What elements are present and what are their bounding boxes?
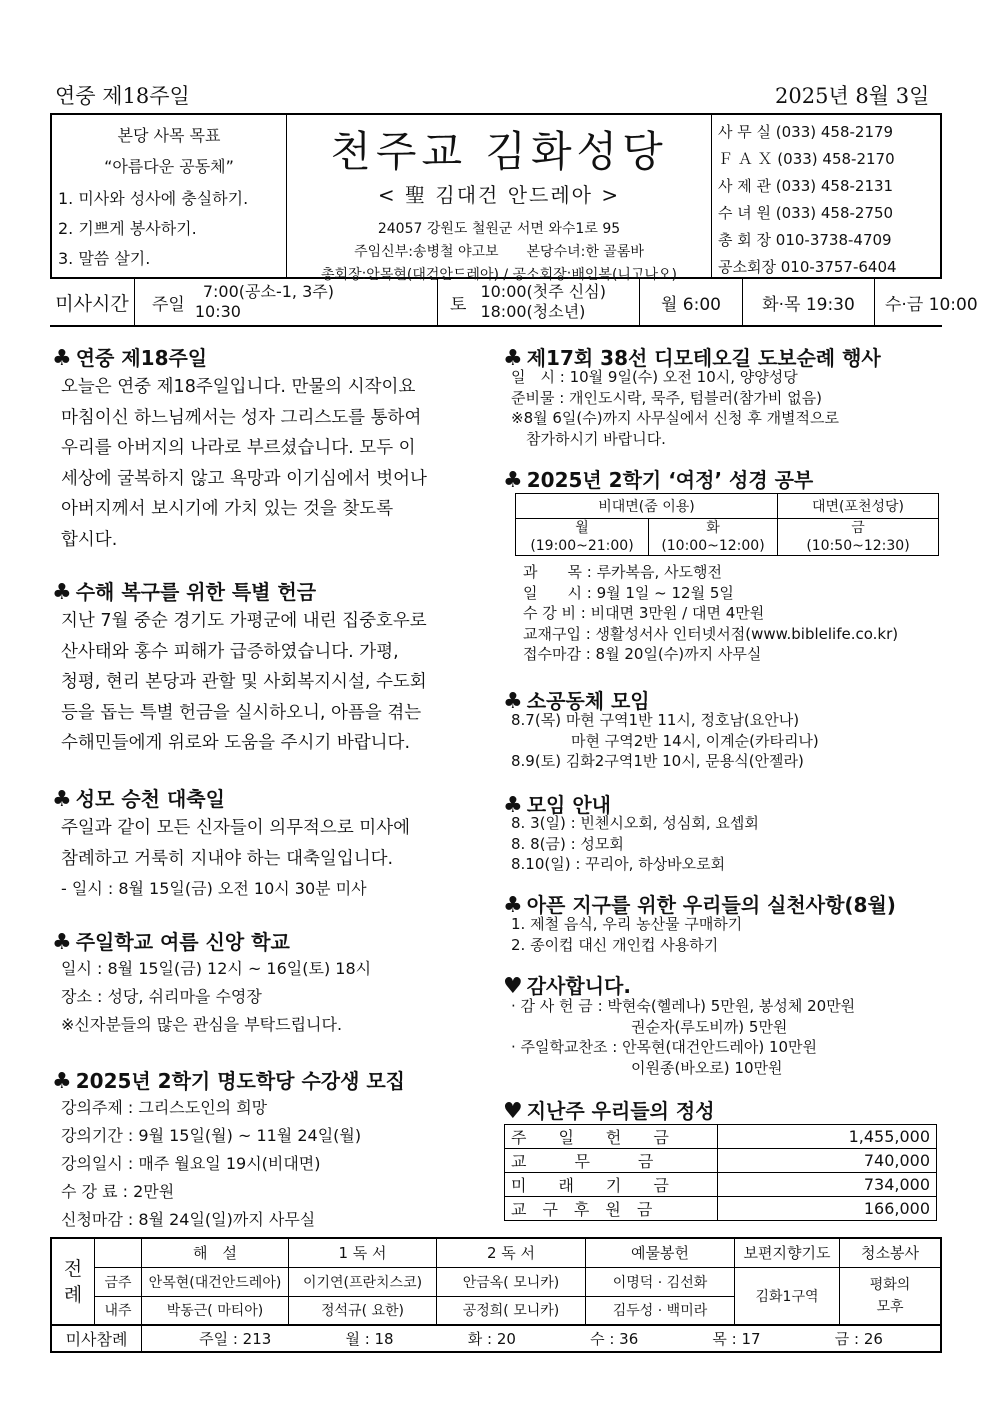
church-name: 천주교 김화성당 [330, 127, 668, 176]
tuesday-cell: 화 (10:00~12:00) [649, 519, 778, 556]
roster-this-week: 금주 안목현(대건안드레아) 이기연(프란치스코) 안금옥( 모니카) 이명덕 · 김선화 김화1구역 평화의 모후 [51, 1267, 941, 1296]
section-body: 주일과 같이 모든 신자들이 의무적으로 미사에 참례하고 거룩히 지내야 하는 대축일입니다. - 일시 : 8월 15일(금) 오전 10시 30분 미사 [61, 818, 411, 898]
contact-convent: 수 녀 원 (033) 458-2750 [718, 204, 894, 222]
section-title: ♣ 아픈 지구를 위한 우리들의 실천사항(8월) [503, 893, 896, 918]
mass-tue-thu: 화·목 19:30 [742, 279, 874, 325]
offering-row: 주 일 헌 금 1,455,000 [505, 1125, 937, 1149]
roster-corner [95, 1238, 142, 1267]
bible-study-table [515, 493, 939, 556]
section-title: ♣ 연중 제18주일 [52, 346, 208, 371]
club-icon: ♣ [52, 787, 72, 812]
header-prayer: 보편지향기도 [735, 1238, 840, 1267]
heart-icon: ♥ [503, 1099, 523, 1124]
attendance-fri: 금 : 26 [834, 1330, 883, 1348]
offering-row: 교 무 금 740,000 [505, 1149, 937, 1173]
section-title: ♣ 소공동체 모임 [503, 689, 650, 714]
goal-item: 1. 미사와 성사에 충실하기. [58, 189, 249, 208]
section-body: 8. 3(일) : 빈첸시오회, 성심회, 요셉회 8. 8(금) : 성모회 8.10(일) : 꾸리아, 하상바오로회 [511, 814, 759, 873]
mass-schedule [50, 279, 978, 327]
mass-saturday [437, 279, 639, 325]
section-title: ♥ 감사합니다. [503, 974, 631, 999]
friday-cell: 금 (10:50~12:30) [778, 519, 939, 556]
saturday-time-1: 10:00(첫주 신심) [480, 282, 606, 301]
bulletin-header [50, 113, 942, 283]
contact-president: 총 회 장 010-3738-4709 [718, 231, 892, 249]
contact-office: 사 무 실 (033) 458-2179 [718, 123, 894, 141]
section-body: 지난 7월 중순 경기도 가평군에 내린 집중호우로 산사태와 홍수 피해가 급증하였습니다. 가평, 청평, 현리 본당과 관할 및 사회복지시설, 수도회 등을 돕는 특별 헌금을 실시하오니, 아픔을 겪는 수해민들에게 위로와 도움을 주시기 바랍니다. [61, 611, 427, 753]
contact-list [712, 115, 940, 277]
attendance-row [51, 1325, 941, 1352]
club-icon: ♣ [52, 930, 72, 955]
section-title: ♣ 제17회 38선 디모테오길 도보순례 행사 [503, 346, 881, 371]
section-body: 과 목 : 루카복음, 사도행전 일 시 : 9월 1일 ~ 12월 5일 수 강 비 : 비대면 3만원 / 대면 4만원 교재구입 : 생활성서사 인터넷서점(www.biblelife.co.kr) 접수마감 : 8월 20일(수)까지 사무실 [523, 563, 899, 663]
club-icon: ♣ [503, 346, 523, 371]
club-icon: ♣ [52, 580, 72, 605]
church-patron: < 聖 김대건 안드레아 > [377, 183, 621, 207]
section-title: ♣ 2025년 2학기 명도학당 수강생 모집 [52, 1069, 406, 1094]
section-body: · 감 사 헌 금 : 박현숙(헬레나) 5만원, 봉성체 20만원 권순자(루도비까) 5만원 · 주일학교찬조 : 안목현(대건안드레아) 10만원 이원종(바오로) 10만원 [511, 997, 856, 1077]
saturday-time-2: 18:00(청소년) [480, 302, 586, 321]
section-title: ♣ 주일학교 여름 신앙 학교 [52, 930, 290, 955]
sunday-label: 주일 [152, 294, 185, 315]
club-icon: ♣ [503, 468, 523, 493]
offering-table [504, 1124, 937, 1221]
club-icon: ♣ [52, 1069, 72, 1094]
section-title: ♣ 모임 안내 [503, 793, 611, 818]
header-cleaning: 청소봉사 [840, 1238, 942, 1267]
mass-sunday [136, 279, 437, 325]
mass-wed-fri: 수·금 10:00 [874, 279, 942, 325]
section-body: 1. 제철 음식, 우리 농산물 구매하기 2. 종이컵 대신 개인컵 사용하기 [511, 915, 743, 954]
sunday-time-1: 7:00(공소-1, 3주) [202, 282, 334, 301]
club-icon: ♣ [503, 793, 523, 818]
roster-next-week: 내주 박동근( 마티아) 정석규( 요한) 공정희( 모니카) 김두성 · 백미라 [51, 1296, 941, 1325]
contact-mission-president: 공소회장 010-3757-6404 [718, 258, 897, 276]
section-body: 일시 : 8월 15일(금) 12시 ~ 16일(토) 18시 장소 : 성당, 쉬리마을 수영장 ※신자분들의 많은 관심을 부탁드립니다. [61, 959, 372, 1034]
header-reading1: 1 독 서 [289, 1238, 437, 1267]
section-title: ♥ 지난주 우리들의 정성 [503, 1099, 715, 1124]
attendance-label: 미사참례 [51, 1325, 142, 1352]
header-reading2: 2 독 서 [437, 1238, 586, 1267]
attendance-wed: 수 : 36 [590, 1330, 639, 1348]
online-header: 비대면(줌 이용) [516, 494, 778, 519]
header-commentary: 해 설 [142, 1238, 289, 1267]
section-body: 8.7(목) 마현 구역1반 11시, 정호남(요안나) 마현 구역2반 14시, 이계순(카타리나) 8.9(토) 김화2구역1반 10시, 문용식(안젤라) [511, 711, 819, 770]
liturgy-label: 전 례 [51, 1238, 95, 1325]
club-icon: ♣ [52, 346, 72, 371]
section-title: ♣ 수해 복구를 위한 특별 헌금 [52, 580, 317, 605]
section-body: 오늘은 연중 제18주일입니다. 만물의 시작이요 마침이신 하느님께서는 성자 그리스도를 통하여 우리를 아버지의 나라로 부르셨습니다. 모두 이 세상에 굴복하지 않고 욕망과 이기심에서 벗어나 아버지께서 보시기에 가치 있는 것을 찾도록 합시다. [61, 377, 427, 550]
attendance-thu: 목 : 17 [712, 1330, 761, 1348]
header-offering: 예물봉헌 [586, 1238, 735, 1267]
section-title: ♣ 2025년 2학기 ‘여정’ 성경 공부 [503, 468, 814, 493]
mass-monday: 월 6:00 [639, 279, 742, 325]
sunday-time-2: 10:30 [194, 302, 241, 321]
section-body: 일 시 : 10월 9일(수) 오전 10시, 양양성당 준비물 : 개인도시락, 묵주, 텀블러(참가비 없음) ※8월 6일(수)까지 사무실에서 신청 후 개별적으로 참가하시기 바랍니다. [511, 368, 840, 448]
goal-title: 본당 사목 목표 [117, 126, 221, 145]
offering-row: 미 래 기 금 734,000 [505, 1173, 937, 1197]
goal-item: 2. 기쁘게 봉사하기. [58, 219, 197, 238]
mass-label: 미사시간 [50, 279, 135, 325]
goal-quote: “아름다운 공동체” [104, 157, 234, 176]
monday-cell: 월 (19:00~21:00) [516, 519, 649, 556]
section-title: ♣ 성모 승천 대축일 [52, 787, 225, 812]
attendance-tue: 화 : 20 [467, 1330, 516, 1348]
church-officers: 총회장:안목현(대건안드레아) / 공소회장:배인복(니고나오) [321, 267, 677, 283]
section-body: 강의주제 : 그리스도인의 희망 강의기간 : 9월 15일(월) ~ 11월 24일(월) 강의일시 : 매주 월요일 19시(비대면) 수 강 료 : 2만원 신청마감 : 8월 24일(일)까지 사무실 [61, 1098, 362, 1229]
church-staff: 주임신부:송병철 야고보 본당수녀:한 골롬바 [354, 244, 644, 260]
liturgical-week: 연중 제18주일 [55, 84, 190, 108]
cleaning-group: 평화의 모후 [840, 1267, 942, 1325]
saturday-label: 토 [450, 294, 467, 315]
church-title-box [287, 115, 712, 283]
church-address: 24057 강원도 철원군 서면 와수1로 95 [377, 221, 621, 237]
contact-fax: Ｆ Ａ Ｘ (033) 458-2170 [718, 150, 895, 168]
contact-rectory: 사 제 관 (033) 458-2131 [718, 177, 894, 195]
bulletin-date: 2025년 8월 3일 [775, 84, 930, 108]
goal-item: 3. 말씀 살기. [58, 249, 151, 268]
club-icon: ♣ [503, 893, 523, 918]
heart-icon: ♥ [503, 974, 523, 999]
liturgy-roster-table [50, 1237, 942, 1353]
offering-row: 교 구 후 원 금 166,000 [505, 1197, 937, 1221]
club-icon: ♣ [503, 689, 523, 714]
attendance-mon: 월 : 18 [345, 1330, 394, 1348]
prayer-group: 김화1구역 [735, 1267, 840, 1325]
attendance-sun: 주일 : 213 [199, 1330, 272, 1348]
offline-header: 대면(포천성당) [778, 494, 939, 519]
parish-goal [52, 115, 287, 277]
